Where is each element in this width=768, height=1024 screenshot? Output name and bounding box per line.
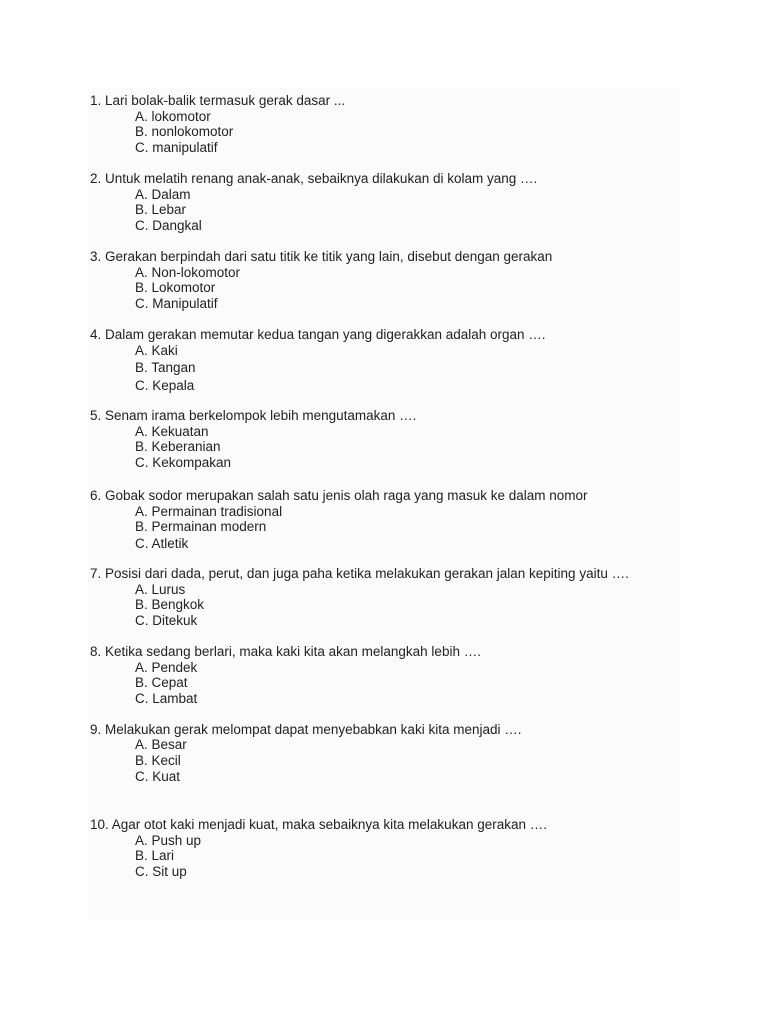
question-4	[90, 327, 680, 393]
option-a: A. Push up	[135, 832, 202, 848]
option-c: C. Kuat	[135, 768, 181, 784]
question-7	[90, 566, 680, 628]
question-5	[90, 408, 680, 470]
option-a: A. Kekuatan	[135, 423, 209, 439]
question-text: 1. Lari bolak-balik termasuk gerak dasar ...	[90, 93, 346, 108]
answer-options	[90, 504, 680, 552]
option-b: B. Keberanian	[135, 439, 221, 455]
answer-options	[90, 187, 680, 234]
option-b: B. Lari	[135, 848, 175, 864]
question-8	[90, 644, 680, 706]
answer-options	[90, 660, 680, 707]
answer-options	[90, 265, 680, 312]
option-a: A. Kaki	[135, 342, 178, 358]
option-a: A. Non-lokomotor	[135, 264, 241, 280]
option-b: B. Lokomotor	[135, 280, 216, 296]
question-text: 4. Dalam gerakan memutar kedua tangan yang digerakkan adalah organ ….	[90, 327, 546, 343]
question-6	[90, 488, 680, 551]
option-b: B. Tangan	[135, 360, 196, 375]
option-b: B. nonlokomotor	[135, 124, 234, 140]
question-text: 9. Melakukan gerak melompat dapat menyebabkan kaki kita menjadi ….	[90, 721, 522, 737]
question-list	[90, 93, 680, 880]
question-text: 8. Ketika sedang berlari, maka kaki kita akan melangkah lebih ….	[90, 643, 481, 659]
answer-options	[90, 109, 680, 156]
option-b: B. Lebar	[135, 202, 187, 218]
option-b: B. Permainan modern	[135, 519, 267, 535]
option-c: C. Kepala	[135, 378, 195, 394]
question-3	[90, 249, 680, 311]
option-c: C. Dangkal	[135, 217, 202, 233]
option-a: A. lokomotor	[135, 108, 211, 124]
option-c: C. Sit up	[135, 864, 187, 880]
option-b: B. Cepat	[135, 675, 188, 691]
option-a: A. Dalam	[135, 186, 191, 202]
option-a: A. Permainan tradisional	[135, 503, 283, 519]
option-c: C. Lambat	[135, 690, 198, 706]
answer-options	[90, 343, 680, 394]
question-9	[90, 722, 680, 784]
option-c: C. manipulatif	[135, 139, 218, 155]
option-a: A. Pendek	[135, 659, 198, 675]
option-a: A. Besar	[135, 737, 187, 753]
option-c: C. Atletik	[135, 535, 189, 551]
question-1	[90, 93, 680, 155]
option-c: C. Manipulatif	[135, 295, 218, 311]
question-10	[90, 817, 680, 879]
option-a: A. Lurus	[135, 581, 186, 597]
option-b: B. Bengkok	[135, 597, 205, 613]
answer-options	[90, 424, 680, 471]
question-text: 7. Posisi dari dada, perut, dan juga paha ketika melakukan gerakan jalan kepiting yaitu ….	[90, 565, 629, 581]
question-text: 6. Gobak sodor merupakan salah satu jenis olah raga yang masuk ke dalam nomor	[90, 488, 588, 504]
question-text: 3. Gerakan berpindah dari satu titik ke titik yang lain, disebut dengan gerakan	[90, 248, 553, 264]
answer-options	[90, 833, 680, 880]
answer-options	[90, 582, 680, 629]
option-c: C. Kekompakan	[135, 454, 232, 470]
question-text: 2. Untuk melatih renang anak-anak, sebaiknya dilakukan di kolam yang ….	[90, 170, 538, 186]
option-b: B. Kecil	[135, 753, 181, 769]
option-c: C. Ditekuk	[135, 612, 198, 628]
question-2	[90, 171, 680, 233]
question-text: 5. Senam irama berkelompok lebih mengutamakan ….	[90, 408, 417, 424]
answer-options	[90, 737, 680, 784]
question-text: 10. Agar otot kaki menjadi kuat, maka sebaiknya kita melakukan gerakan ….	[90, 817, 547, 833]
